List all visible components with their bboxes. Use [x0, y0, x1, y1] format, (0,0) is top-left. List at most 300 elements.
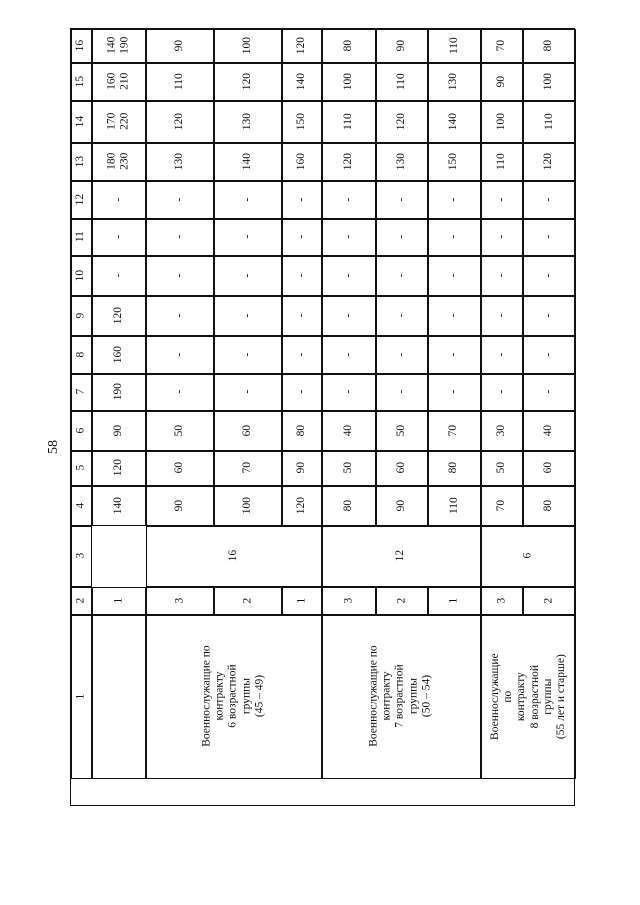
group-2-row-0-col-15-text: 90	[494, 75, 507, 88]
group-0-row-2-col-11	[282, 219, 322, 256]
group-0-row-0-col-10-text: -	[172, 273, 185, 278]
group-0-row-1-col-9-text: -	[240, 313, 253, 318]
group-0-row-1-col-6-text: 60	[240, 424, 253, 437]
group-1-row-1-col-4-text: 90	[394, 499, 407, 512]
group-0-row-0-col-9	[146, 296, 214, 336]
group-0-row-1-col-4	[214, 486, 282, 526]
group-1-label-text: Военнослужащие по контракту 7 возрастной группы (50 – 54)	[367, 645, 433, 748]
group-0-row-2-col-13	[282, 143, 322, 181]
column-header-15-text: 15	[74, 75, 87, 88]
group-0-row-1-col-9	[214, 296, 282, 336]
group-0-row-0-col-4-text: 90	[172, 499, 185, 512]
group-2-row-0-col-11	[481, 219, 523, 256]
group-1-row-2-col-15	[428, 63, 481, 101]
group-1-row-1-col-8-text: -	[394, 352, 407, 357]
group-1-col-3	[322, 526, 481, 587]
group-2-row-1-col-4-text: 80	[542, 499, 555, 512]
group-1-row-1-col-7	[376, 374, 428, 411]
group-1-row-0-col-14	[322, 101, 376, 143]
group-1-row-0-col-2-text: 3	[341, 597, 354, 604]
group-1-row-1-col-2-text: 2	[394, 597, 407, 604]
top-row-col-6-text: 90	[111, 424, 124, 437]
column-header-3	[71, 526, 92, 587]
group-1-row-2-col-16	[428, 29, 481, 63]
top-row-col-13-text: 180 230	[105, 152, 131, 171]
top-row-col-11	[92, 219, 146, 256]
group-1-row-0-col-12	[322, 181, 376, 219]
group-0-row-1-col-12	[214, 181, 282, 219]
group-2-row-0-col-8-text: -	[494, 352, 507, 357]
group-0-row-1-col-11	[214, 219, 282, 256]
group-1-row-2-col-15-text: 130	[447, 72, 460, 91]
group-0-row-2-col-5	[282, 451, 322, 486]
group-2-col-3	[481, 526, 576, 587]
group-0-row-1-col-7	[214, 374, 282, 411]
group-1-row-2-col-11-text: -	[447, 235, 460, 239]
group-1-row-1-col-7-text: -	[394, 390, 407, 394]
group-0-row-0-col-2	[146, 587, 214, 615]
column-header-9-text: 9	[74, 312, 87, 319]
group-1-row-2-col-5-text: 80	[447, 462, 460, 474]
group-2-row-0-col-6	[481, 411, 523, 451]
group-1-row-0-col-7-text: -	[341, 390, 354, 394]
group-0-row-0-col-10	[146, 256, 214, 296]
group-1-row-0-col-11	[322, 219, 376, 256]
group-0-row-2-col-7-text: -	[294, 390, 307, 394]
group-0-row-0-col-8-text: -	[172, 352, 185, 357]
group-1-row-1-col-16-text: 90	[394, 39, 407, 52]
column-header-4	[71, 486, 92, 526]
group-0-row-0-col-6-text: 50	[172, 424, 185, 437]
group-0-row-0-col-5-text: 60	[172, 462, 185, 474]
group-1-row-0-col-5-text: 50	[341, 462, 354, 474]
group-1-row-1-col-15-text: 110	[394, 73, 407, 90]
group-2-row-0-col-2-text: 3	[494, 597, 507, 604]
top-row-col-13	[92, 143, 146, 181]
group-1-row-0-col-16-text: 80	[341, 39, 354, 52]
group-0-row-2-col-5-text: 90	[294, 462, 307, 474]
group-2-row-0-col-9-text: -	[494, 313, 507, 318]
top-row-col-16	[92, 29, 146, 63]
column-header-8-text: 8	[74, 351, 87, 358]
group-2-row-0-col-6-text: 30	[494, 424, 507, 437]
group-0-row-1-col-5-text: 70	[240, 462, 253, 474]
group-1-row-2-col-10-text: -	[447, 273, 460, 278]
group-1-row-2-col-8	[428, 336, 481, 374]
group-0-row-1-col-2	[214, 587, 282, 615]
group-0-row-0-col-16	[146, 29, 214, 63]
group-1-row-2-col-14-text: 140	[447, 112, 460, 131]
group-2-row-0-col-12-text: -	[494, 197, 507, 202]
group-1-row-2-col-9	[428, 296, 481, 336]
group-0-row-1-col-14	[214, 101, 282, 143]
column-header-14-text: 14	[74, 115, 87, 128]
column-header-16	[71, 29, 92, 63]
top-row-col-4-text: 140	[111, 496, 124, 515]
group-0-col-3-text: 16	[226, 550, 239, 562]
group-2-row-0-col-10-text: -	[494, 273, 507, 278]
group-0-row-2-col-10	[282, 256, 322, 296]
group-0-row-0-col-11	[146, 219, 214, 256]
group-0-row-1-col-2-text: 2	[240, 597, 253, 604]
group-2-row-1-col-13	[523, 143, 576, 181]
group-0-row-2-col-15	[282, 63, 322, 101]
group-0-row-0-col-15	[146, 63, 214, 101]
group-0-row-2-col-8	[282, 336, 322, 374]
group-1-row-2-col-4	[428, 486, 481, 526]
column-header-5-text: 5	[74, 465, 87, 471]
column-header-1	[71, 615, 92, 779]
group-2-row-1-col-12	[523, 181, 576, 219]
column-header-13-text: 13	[74, 155, 87, 168]
top-row-col-7-text: 190	[111, 383, 124, 401]
group-2-row-1-col-5-text: 60	[542, 462, 555, 474]
group-2-row-1-col-10-text: -	[542, 273, 555, 278]
group-1-row-0-col-6-text: 40	[341, 424, 354, 437]
page-number-text: 58	[46, 440, 61, 454]
column-header-12-text: 12	[74, 193, 87, 206]
column-header-2	[71, 587, 92, 615]
group-2-row-0-col-2	[481, 587, 523, 615]
group-2-row-1-col-12-text: -	[542, 197, 555, 202]
column-header-3-text: 3	[74, 553, 87, 559]
group-1-row-2-col-4-text: 110	[447, 497, 460, 514]
column-header-11-text: 11	[74, 231, 87, 243]
group-0-row-1-col-11-text: -	[240, 235, 253, 239]
group-1-row-0-col-14-text: 110	[341, 113, 354, 130]
group-1-row-1-col-4	[376, 486, 428, 526]
group-0-row-2-col-8-text: -	[294, 352, 307, 357]
group-1-row-1-col-9-text: -	[394, 313, 407, 318]
group-2-row-1-col-11-text: -	[542, 235, 555, 239]
group-2-row-0-col-13	[481, 143, 523, 181]
group-2-row-0-col-4-text: 70	[494, 499, 507, 512]
column-header-4-text: 4	[74, 502, 87, 509]
top-row-col-10-text: -	[111, 273, 124, 278]
group-0-row-0-col-2-text: 3	[172, 597, 185, 604]
group-0-row-0-col-5	[146, 451, 214, 486]
group-1-col-3-text: 12	[394, 550, 407, 562]
group-1-row-2-col-16-text: 110	[447, 37, 460, 54]
group-1-row-2-col-13	[428, 143, 481, 181]
group-0-row-0-col-14-text: 120	[172, 112, 185, 131]
top-row-col-15	[92, 63, 146, 101]
group-1-row-1-col-6	[376, 411, 428, 451]
column-header-11	[71, 219, 92, 256]
group-2-row-1-col-5	[523, 451, 576, 486]
group-1-row-1-col-10-text: -	[394, 273, 407, 278]
top-row-col-7	[92, 374, 146, 411]
top-row-col-10	[92, 256, 146, 296]
group-1-row-1-col-6-text: 50	[394, 424, 407, 437]
group-0-row-1-col-4-text: 100	[240, 496, 253, 515]
top-row-col-8	[92, 336, 146, 374]
top-row-col-11-text: -	[111, 235, 124, 239]
group-0-row-0-col-11-text: -	[172, 235, 185, 239]
top-row-col-2-text: 1	[111, 597, 124, 604]
group-1-row-2-col-2	[428, 587, 481, 615]
group-1-row-0-col-9	[322, 296, 376, 336]
top-row-col-14	[92, 101, 146, 143]
group-0-row-2-col-9-text: -	[294, 313, 307, 318]
group-0-row-2-col-7	[282, 374, 322, 411]
group-2-row-1-col-15	[523, 63, 576, 101]
group-0-row-1-col-5	[214, 451, 282, 486]
group-1-row-1-col-15	[376, 63, 428, 101]
group-1-row-2-col-12	[428, 181, 481, 219]
group-2-row-1-col-8-text: -	[542, 352, 555, 357]
group-1-row-0-col-6	[322, 411, 376, 451]
group-1-row-2-col-14	[428, 101, 481, 143]
group-0-row-2-col-11-text: -	[294, 235, 307, 239]
group-2-row-0-col-5	[481, 451, 523, 486]
group-1-row-1-col-14-text: 120	[394, 112, 407, 131]
group-1-row-2-col-6	[428, 411, 481, 451]
group-2-label	[481, 615, 576, 779]
group-0-row-0-col-7-text: -	[172, 390, 185, 394]
group-0-row-1-col-8	[214, 336, 282, 374]
column-header-6	[71, 411, 92, 451]
column-header-10-text: 10	[74, 269, 87, 282]
group-2-row-1-col-14	[523, 101, 576, 143]
group-2-row-0-col-5-text: 50	[494, 462, 507, 474]
group-0-row-2-col-15-text: 140	[294, 72, 307, 91]
group-1-row-2-col-2-text: 1	[447, 597, 460, 604]
column-header-16-text: 16	[74, 39, 87, 52]
group-2-row-1-col-9-text: -	[542, 313, 555, 318]
group-1-row-1-col-9	[376, 296, 428, 336]
group-2-row-1-col-9	[523, 296, 576, 336]
group-0-row-1-col-8-text: -	[240, 352, 253, 357]
group-2-row-0-col-16-text: 70	[494, 39, 507, 52]
group-1-row-0-col-15-text: 100	[341, 72, 354, 91]
group-2-row-1-col-2	[523, 587, 576, 615]
column-header-14	[71, 101, 92, 143]
group-0-row-2-col-9	[282, 296, 322, 336]
column-header-7-text: 7	[74, 389, 87, 395]
group-1-row-1-col-5	[376, 451, 428, 486]
group-1-row-2-col-7	[428, 374, 481, 411]
group-0-row-2-col-13-text: 160	[294, 152, 307, 171]
group-0-row-0-col-7	[146, 374, 214, 411]
group-1-row-0-col-5	[322, 451, 376, 486]
group-0-row-2-col-2-text: 1	[294, 597, 307, 604]
group-0-row-2-col-4	[282, 486, 322, 526]
column-header-7	[71, 374, 92, 411]
group-1-row-2-col-8-text: -	[447, 352, 460, 357]
column-header-9	[71, 296, 92, 336]
group-1-row-0-col-13-text: 120	[341, 152, 354, 171]
group-1-row-1-col-11-text: -	[394, 235, 407, 239]
column-header-5	[71, 451, 92, 486]
group-1-row-1-col-16	[376, 29, 428, 63]
group-1-row-1-col-12-text: -	[394, 197, 407, 202]
top-row-col-16-text: 140 190	[105, 36, 131, 55]
group-1-row-0-col-8-text: -	[341, 352, 354, 357]
group-0-row-1-col-16	[214, 29, 282, 63]
group-0-row-1-col-13-text: 140	[240, 152, 253, 171]
group-1-row-2-col-10	[428, 256, 481, 296]
group-0-row-0-col-4	[146, 486, 214, 526]
top-row-col-9-text: 120	[111, 306, 124, 325]
group-0-row-1-col-6	[214, 411, 282, 451]
group-0-row-1-col-7-text: -	[240, 390, 253, 394]
group-0-row-2-col-10-text: -	[294, 273, 307, 278]
group-1-row-0-col-9-text: -	[341, 313, 354, 318]
group-0-row-0-col-14	[146, 101, 214, 143]
group-0-row-1-col-10	[214, 256, 282, 296]
group-0-row-0-col-12-text: -	[172, 197, 185, 202]
group-0-row-0-col-16-text: 90	[172, 39, 185, 52]
column-header-12	[71, 181, 92, 219]
group-0-label-text: Военнослужащие по контракту 6 возрастной группы (45 – 49)	[200, 645, 266, 748]
group-2-label-text: Военнослужащие по контракту 8 возрастной группы (55 лет и старше)	[488, 653, 567, 740]
group-0-row-2-col-4-text: 120	[294, 496, 307, 515]
group-1-row-2-col-7-text: -	[447, 390, 460, 394]
top-row-col-14-text: 170 220	[105, 112, 131, 131]
group-0-row-1-col-15-text: 120	[240, 72, 253, 91]
group-1-row-0-col-7	[322, 374, 376, 411]
group-2-row-1-col-7	[523, 374, 576, 411]
group-1-row-1-col-5-text: 60	[394, 462, 407, 474]
page-number	[44, 432, 64, 462]
group-0-row-1-col-16-text: 100	[240, 36, 253, 55]
group-0-row-1-col-13	[214, 143, 282, 181]
group-1-row-2-col-6-text: 70	[447, 424, 460, 437]
group-0-row-2-col-6	[282, 411, 322, 451]
group-0-row-0-col-15-text: 110	[172, 73, 185, 90]
top-row-col-12-text: -	[111, 197, 124, 202]
group-2-row-0-col-11-text: -	[494, 235, 507, 239]
top-row-col-5	[92, 451, 146, 486]
group-0-row-0-col-8	[146, 336, 214, 374]
group-1-row-0-col-10-text: -	[341, 273, 354, 278]
group-0-row-2-col-14	[282, 101, 322, 143]
group-1-row-0-col-8	[322, 336, 376, 374]
group-0-row-2-col-2	[282, 587, 322, 615]
group-2-row-1-col-2-text: 2	[542, 597, 555, 604]
group-1-row-2-col-5	[428, 451, 481, 486]
group-2-row-0-col-10	[481, 256, 523, 296]
top-row-col-9	[92, 296, 146, 336]
group-0-row-2-col-16-text: 120	[294, 36, 307, 55]
group-1-row-1-col-12	[376, 181, 428, 219]
column-header-1-text: 1	[74, 693, 87, 700]
group-2-row-0-col-14-text: 100	[494, 112, 507, 131]
group-2-row-0-col-15	[481, 63, 523, 101]
group-0-row-2-col-16	[282, 29, 322, 63]
group-2-row-1-col-16-text: 80	[542, 39, 555, 52]
rotated-norms-table	[70, 28, 575, 806]
group-2-row-1-col-7-text: -	[542, 390, 555, 394]
group-0-row-2-col-12-text: -	[294, 197, 307, 202]
group-2-row-1-col-13-text: 120	[542, 152, 555, 171]
group-1-row-1-col-13-text: 130	[394, 152, 407, 171]
group-1-row-1-col-11	[376, 219, 428, 256]
top-row-col-12	[92, 181, 146, 219]
group-0-row-0-col-6	[146, 411, 214, 451]
group-0-row-2-col-6-text: 80	[294, 424, 307, 437]
group-1-row-1-col-13	[376, 143, 428, 181]
group-0-row-1-col-10-text: -	[240, 273, 253, 278]
group-2-row-1-col-14-text: 110	[542, 113, 555, 130]
group-0-label	[146, 615, 322, 779]
group-2-row-1-col-6	[523, 411, 576, 451]
group-0-row-1-col-15	[214, 63, 282, 101]
group-2-row-0-col-7	[481, 374, 523, 411]
group-0-row-1-col-12-text: -	[240, 197, 253, 202]
group-2-row-1-col-6-text: 40	[542, 424, 555, 437]
group-0-row-0-col-12	[146, 181, 214, 219]
column-header-15	[71, 63, 92, 101]
group-1-row-2-col-9-text: -	[447, 313, 460, 318]
group-1-row-1-col-2	[376, 587, 428, 615]
group-2-row-1-col-11	[523, 219, 576, 256]
group-1-row-0-col-16	[322, 29, 376, 63]
group-2-row-0-col-4	[481, 486, 523, 526]
group-2-row-1-col-16	[523, 29, 576, 63]
group-2-row-0-col-14	[481, 101, 523, 143]
top-row-col-2	[92, 587, 146, 615]
group-1-row-0-col-4	[322, 486, 376, 526]
column-header-13	[71, 143, 92, 181]
group-1-row-0-col-2	[322, 587, 376, 615]
group-1-row-2-col-13-text: 150	[447, 152, 460, 171]
column-header-10	[71, 256, 92, 296]
group-1-row-2-col-11	[428, 219, 481, 256]
group-2-row-0-col-9	[481, 296, 523, 336]
group-1-row-0-col-13	[322, 143, 376, 181]
group-2-col-3-text: 6	[521, 553, 534, 559]
top-row-col-8-text: 160	[111, 345, 124, 364]
group-0-row-0-col-13-text: 130	[172, 152, 185, 171]
group-1-row-0-col-4-text: 80	[341, 499, 354, 512]
group-0-row-1-col-14-text: 130	[240, 112, 253, 131]
group-2-row-1-col-8	[523, 336, 576, 374]
top-row-col-4	[92, 486, 146, 526]
group-2-row-0-col-12	[481, 181, 523, 219]
group-1-row-0-col-10	[322, 256, 376, 296]
group-2-row-1-col-4	[523, 486, 576, 526]
group-2-row-0-col-8	[481, 336, 523, 374]
group-2-row-0-col-16	[481, 29, 523, 63]
group-1-row-1-col-14	[376, 101, 428, 143]
top-row-col-6	[92, 411, 146, 451]
group-1-label	[322, 615, 481, 779]
top-row-col-1	[92, 615, 146, 779]
group-0-row-0-col-13	[146, 143, 214, 181]
group-2-row-1-col-10	[523, 256, 576, 296]
group-1-row-0-col-15	[322, 63, 376, 101]
group-1-row-1-col-10	[376, 256, 428, 296]
group-1-row-0-col-11-text: -	[341, 235, 354, 239]
top-row-col-15-text: 160 210	[105, 72, 131, 91]
group-2-row-0-col-13-text: 110	[494, 153, 507, 170]
group-0-row-2-col-12	[282, 181, 322, 219]
group-0-col-3	[146, 526, 322, 587]
group-0-row-0-col-9-text: -	[172, 313, 185, 318]
top-row-col-5-text: 120	[111, 459, 124, 477]
group-0-row-2-col-14-text: 150	[294, 112, 307, 131]
group-2-row-1-col-15-text: 100	[542, 72, 555, 91]
group-1-row-2-col-12-text: -	[447, 197, 460, 202]
column-header-6-text: 6	[74, 427, 87, 434]
group-2-row-0-col-7-text: -	[494, 390, 507, 394]
column-header-2-text: 2	[74, 597, 87, 604]
group-1-row-0-col-12-text: -	[341, 197, 354, 202]
column-header-8	[71, 336, 92, 374]
group-1-row-1-col-8	[376, 336, 428, 374]
